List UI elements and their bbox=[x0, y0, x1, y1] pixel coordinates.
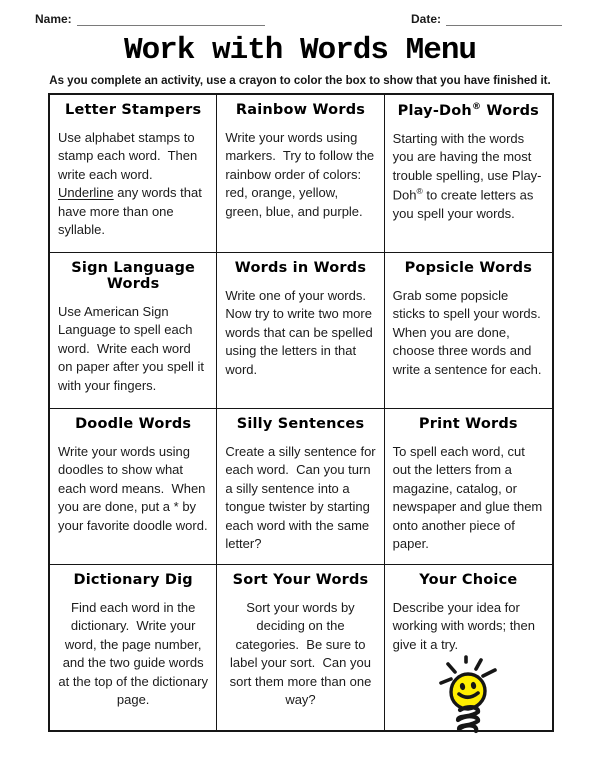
name-blank-line bbox=[77, 12, 265, 26]
menu-cell-popsicle-words bbox=[385, 253, 552, 409]
menu-cell-print-words bbox=[385, 409, 552, 565]
activity-menu-grid bbox=[48, 93, 554, 732]
cell-body: Describe your idea for working with words; then give it a try. bbox=[392, 600, 539, 652]
name-field bbox=[35, 12, 265, 26]
menu-cell-your-choice bbox=[385, 565, 552, 730]
cell-title: Your Choice bbox=[419, 572, 518, 588]
header-row bbox=[35, 12, 562, 26]
cell-body: Sort your words by deciding on the categories. Be sure to label your sort. Can you sort them more than one way? bbox=[229, 600, 375, 708]
cell-body: Write your words using markers. Try to follow the rainbow order of colors: red, orange, yellow, green, blue, and purple. bbox=[225, 130, 378, 219]
cell-body: Use American Sign Language to spell each word. Write each word on paper after you spell it with your fingers. bbox=[58, 304, 208, 393]
cell-title: Rainbow Words bbox=[235, 102, 366, 118]
cell-body: Create a silly sentence for each word. Can you turn a silly sentence into a tongue twister by starting each word with the same letter? bbox=[225, 444, 380, 552]
menu-cell-dictionary-dig bbox=[50, 565, 217, 730]
cell-body: Write one of your words. Now try to write two more words that can be spelled using the letters in that word. bbox=[225, 288, 377, 377]
menu-cell-sort-your-words bbox=[217, 565, 384, 730]
menu-cell-play-doh-words bbox=[385, 95, 552, 253]
menu-cell-words-in-words bbox=[217, 253, 384, 409]
menu-cell-silly-sentences bbox=[217, 409, 384, 565]
instructions-text: As you complete an activity, use a crayon to color the box to show that you have finished it. bbox=[49, 75, 551, 87]
cell-body: Use alphabet stamps to stamp each word. Then write each word. Underline any words that have more than one syllable. bbox=[58, 130, 206, 238]
cell-body: Grab some popsicle sticks to spell your words. When you are done, choose three words and write a sentence for each. bbox=[392, 288, 548, 377]
cell-body: Starting with the words you are having the most trouble spelling, use Play-Doh® to create letters as you spell your words. bbox=[392, 130, 542, 221]
cell-title: Dictionary Dig bbox=[73, 572, 193, 588]
cell-title: Silly Sentences bbox=[236, 416, 365, 432]
cell-title: Print Words bbox=[418, 416, 518, 432]
menu-cell-rainbow-words bbox=[217, 95, 384, 253]
cell-body: Find each word in the dictionary. Write your word, the page number, and the two guide words at the top of the dictionary page. bbox=[58, 600, 212, 708]
cell-body: To spell each word, cut out the letters from a magazine, catalog, or newspaper and glue them onto another piece of paper. bbox=[392, 444, 546, 552]
cell-body: Write your words using doodles to show what each word means. When you are done, put a * by your favorite doodle word. bbox=[58, 444, 210, 533]
name-label: Name: bbox=[35, 12, 72, 26]
page-title: Work with Words Menu bbox=[123, 33, 477, 68]
smiling-lightbulb-icon bbox=[385, 652, 552, 738]
date-field bbox=[411, 12, 562, 26]
date-blank-line bbox=[446, 12, 562, 26]
menu-cell-letter-stampers bbox=[50, 95, 217, 253]
cell-title: Doodle Words bbox=[75, 416, 192, 432]
cell-title: Popsicle Words bbox=[404, 260, 533, 276]
date-label: Date: bbox=[410, 12, 441, 26]
cell-title: Words in Words bbox=[234, 260, 367, 276]
cell-title: Sort Your Words bbox=[232, 572, 369, 588]
cell-title: Play-Doh® Words bbox=[397, 102, 540, 119]
menu-cell-doodle-words bbox=[50, 409, 217, 565]
cell-title: Sign Language Words bbox=[71, 260, 196, 292]
cell-title: Letter Stampers bbox=[65, 102, 202, 118]
menu-cell-sign-language-words bbox=[50, 253, 217, 409]
